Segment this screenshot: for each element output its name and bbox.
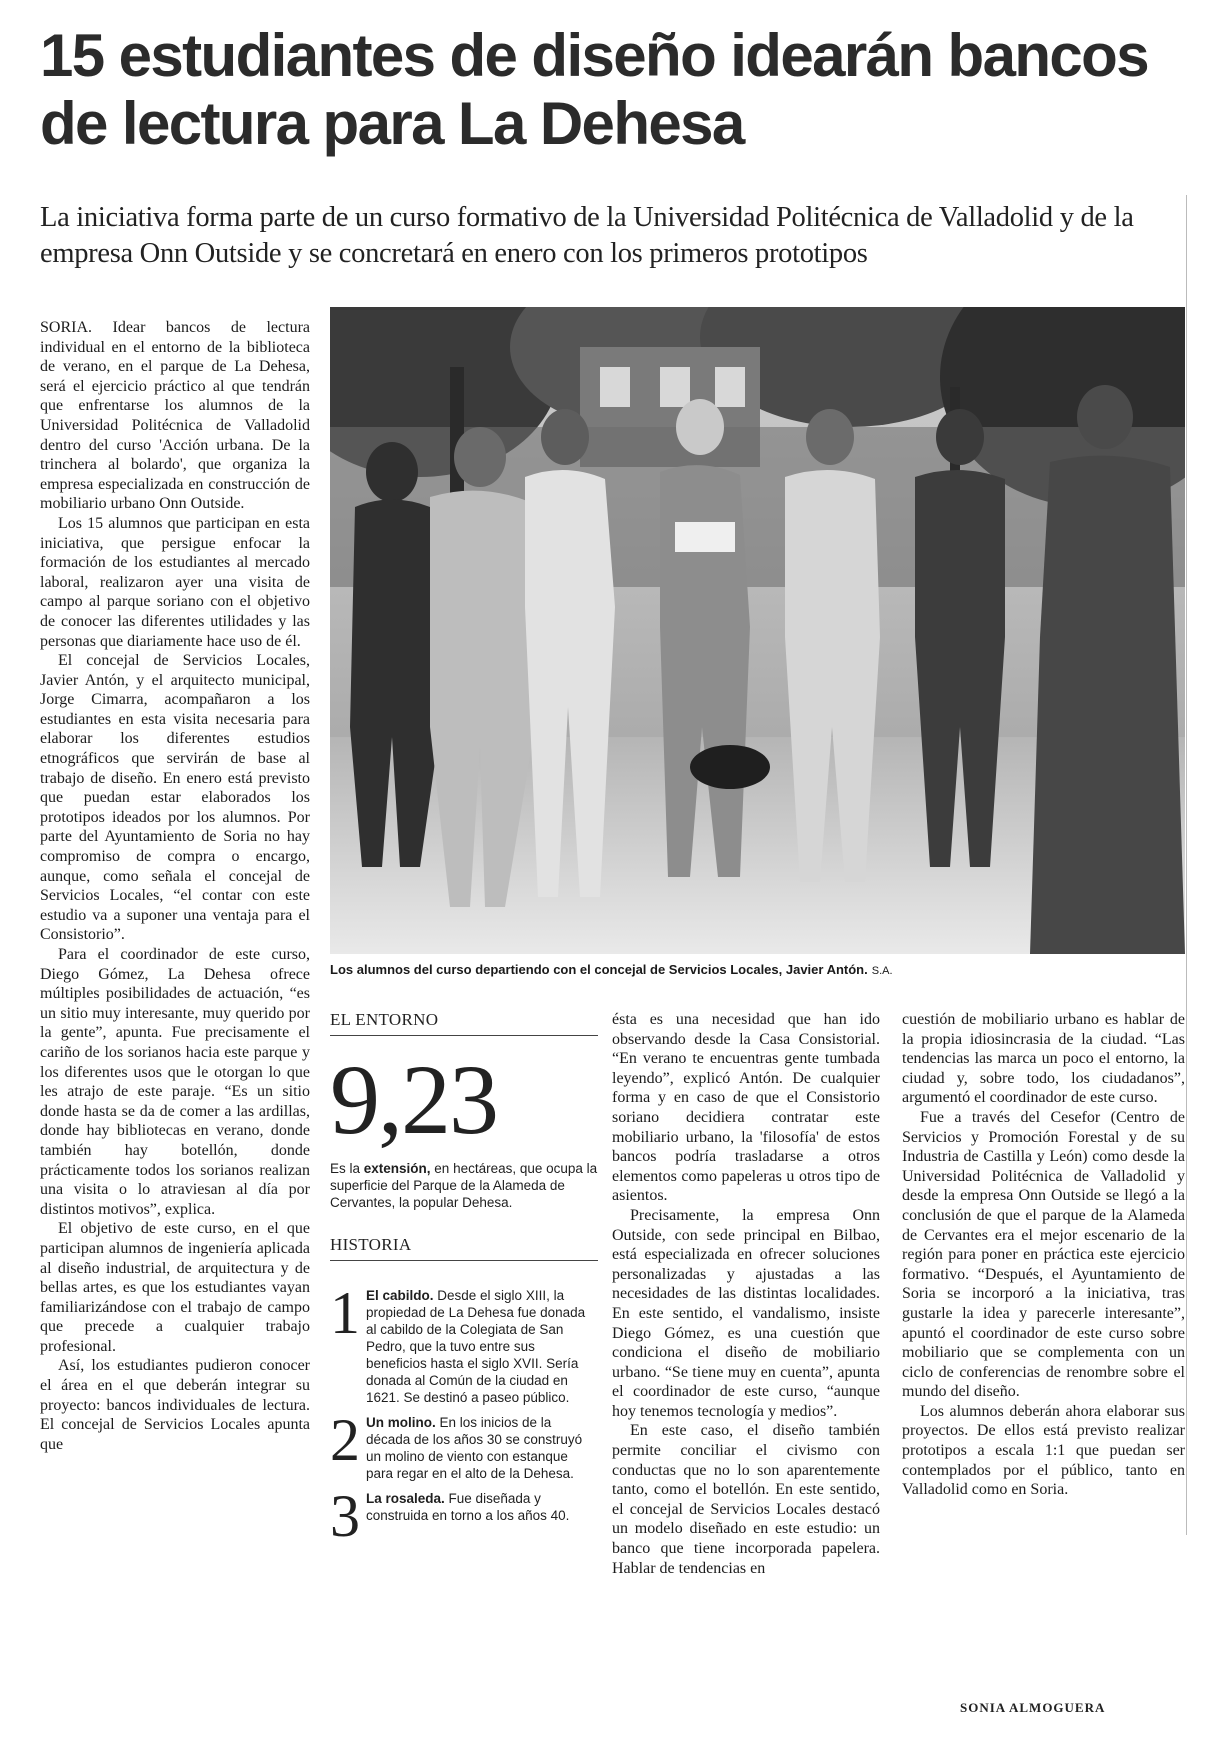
column-3: [612, 1010, 880, 1578]
photo-credit: S.A.: [871, 965, 893, 977]
paragraph: cuestión de mobiliario urbano es hablar de la propia idiosincrasia de la ciudad. “Las tendencias las marca un poco el entorno, la ciudad y, sobre todo, los ciudadanos”, argumentó el coordinador de este curso.: [902, 1011, 1185, 1107]
byline: SONIA ALMOGUERA: [960, 1700, 1106, 1715]
paragraph: En este caso, el diseño también permite conciliar el civismo con conductas que no lo son aparentemente tanto, como el botellón. En este sentido, el concejal de Servicios Locales destacó un modelo diseñado en este estudio: un banco que tiene incorporada papelera. Hablar de tendencias en: [612, 1422, 880, 1577]
sidebar-box: [330, 1010, 598, 1549]
column-divider: [1186, 195, 1187, 1535]
paragraph: ésta es una necesidad que han ido observando desde la Casa Consistorial. “En verano te encuentras gente tumbada leyendo”, explicó Antón. De cualquier forma y en caso de que el Consistorio soriano decidiera contratar este mobiliario urbano, la 'filosofía' de estos bancos podría trasladarse a otros elementos como papeleras u otros tipo de asientos.: [612, 1011, 880, 1205]
paragraph: Así, los estudiantes pudieron conocer el área en el que deberán integrar su proyecto: bancos individuales de lectura. El concejal de Servicios Locales apunta que: [40, 1357, 310, 1453]
history-item: 2 Un molino. En los inicios de la década de los años 30 se construyó un molino de viento con estanque para regar en el alto de la Dehesa.: [330, 1407, 583, 1481]
group-photo: [330, 307, 1185, 954]
paragraph: Precisamente, la empresa Onn Outside, con sede principal en Bilbao, está especializada en ofrecer soluciones personalizadas y ajustadas a las necesidades de las distintas localidades. En este sentido, el vandalismo, insiste Diego Gómez, es una cuestión que condiciona el diseño de mobiliario urbano. “Se tiene muy en cuenta”, apunta el coordinador de este curso, “aunque hoy tenemos tecnología y medios”.: [612, 1206, 880, 1420]
entorno-text: Es la extensión, en hectáreas, que ocupa la superficie del Parque de la Alameda de Cervantes, la popular Dehesa.: [330, 1161, 598, 1210]
paragraph: El concejal de Servicios Locales, Javier Antón, y el arquitecto municipal, Jorge Cimarra, acompañaron a los estudiantes en esta visita necesaria para elaborar los diferentes estudios etnográficos que servirán de base al trabajo de diseño. En enero está previsto que puedan estar elaborados los prototipos ideados por los alumnos. Por parte del Ayuntamiento de Soria no hay compromiso de compra o encargo, aunque, como señala el concejal de Servicios Locales, “el contar con este estudio va a suponer una ventaja para el Consistorio”.: [40, 652, 310, 944]
paragraph: Fue a través del Cesefor (Centro de Servicios y Promoción Forestal y de su Industria de Castilla y León) como desde la Universidad Politécnica de Valladolid y desde la empresa Onn Outside se llegó a la conclusión de que el parque de la Alameda de Cervantes era el mejor escenario de la región para poner en práctica este ejercicio formativo. “Después, el Ayuntamiento de Soria se incorporó a la iniciativa, tras gustarle la idea y parecerle interesante”, apuntó el coordinador de este curso sobre mobiliario que se complementa con un ciclo de conferencias de renombre sobre el mundo del diseño.: [902, 1108, 1185, 1401]
headline: 15 estudiantes de diseño idearán bancos de lectura para La Dehesa: [40, 22, 1148, 157]
big-number: 9,23: [330, 1044, 497, 1155]
paragraph: SORIA. Idear bancos de lectura individual en el entorno de la biblioteca de verano, en el parque de La Dehesa, será el ejercicio práctico al que tendrán que enfrentarse los alumnos de la Universidad Politécnica de Valladolid dentro del curso 'Acción urbana. De la trinchera al bolardo', que organiza la empresa especializada en construcción de mobiliario urbano Onn Outside.: [40, 319, 310, 513]
sidebar-title-entorno: EL ENTORNO: [330, 1010, 598, 1036]
photo-caption: Los alumnos del curso departiendo con el concejal de Servicios Locales, Javier Antón. S.A.: [330, 962, 893, 977]
dateline: SORIA.: [40, 319, 93, 336]
subheadline: La iniciativa forma parte de un curso formativo de la Universidad Politécnica de Valladolid y de la empresa Onn Outside y se concretará en enero con los primeros prototipos: [40, 202, 1134, 269]
history-item: 1 El cabildo. Desde el siglo XIII, la propiedad de La Dehesa fue donada al cabildo de la Colegiata de San Pedro, que la tuvo entre sus beneficios hasta el siglo XVII. Sería donada al Común de la ciudad en 1621. Se destinó a paseo público.: [330, 1280, 586, 1405]
sidebar-title-historia: HISTORIA: [330, 1235, 598, 1261]
column-4: [902, 1010, 1185, 1500]
paragraph: Para el coordinador de este curso, Diego Gómez, La Dehesa ofrece múltiples posibilidades de actuación, “es un sitio muy interesante, muy querido por la gente”, apunta. Fue precisamente el cariño de los sorianos hacia este parque y los diferentes usos que le otorgan lo que les atrajo de este paraje. “Es un sitio donde hasta se da de comer a las ardillas, donde hay bibliotecas en verano, donde también hay botellón, donde prácticamente todos los sorianos realizan una visita o lo atraviesan al día por distintos motivos”, explica.: [40, 946, 310, 1218]
paragraph: El objetivo de este curso, en el que participan alumnos de ingeniería aplicada al diseño industrial, de arquitectura y de bellas artes, es que los estudiantes vayan familiarizándose con el trabajo de campo que precede a cualquier trabajo profesional.: [40, 1220, 310, 1355]
paragraph: Los alumnos deberán ahora elaborar sus proyectos. De ellos está previsto realizar prototipos a escala 1:1 que puedan ser contemplados por el público, tanto en Valladolid como en Soria.: [902, 1402, 1185, 1499]
column-1: [40, 318, 310, 1454]
paragraph: Los 15 alumnos que participan en esta iniciativa, que persigue enfocar la formación de los estudiantes al mercado laboral, realizaron ayer una visita de campo al parque soriano con el objetivo de conocer las diferentes utilidades y las personas que diariamente hace uso de él.: [40, 514, 310, 650]
history-item: 3 La rosaleda. Fue diseñada y construida en torno a los años 40.: [330, 1483, 570, 1549]
